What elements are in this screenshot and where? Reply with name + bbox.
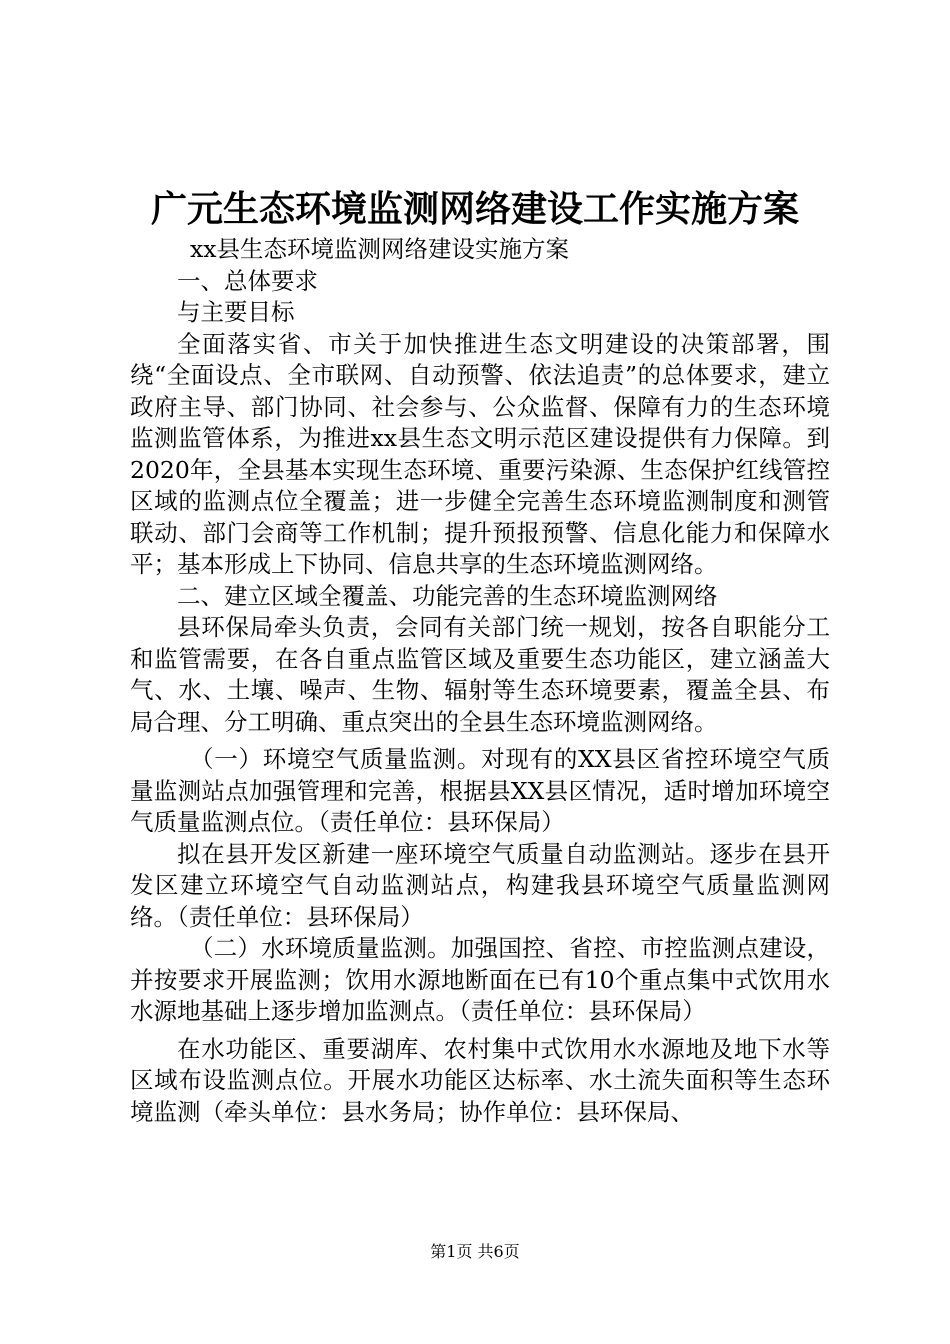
paragraph-body: 拟在县开发区新建一座环境空气质量自动监测站。逐步在县开发区建立环境空气自动监测站点，构建我县环境空气质量监测网络。（责任单位：县环保局） bbox=[130, 839, 830, 931]
paragraph-body: 全面落实省、市关于加快推进生态文明建设的决策部署，围绕“全面设点、全市联网、自动预警、依法追责”的总体要求，建立政府主导、部门协同、社会参与、公众监督、保障有力的生态环境监测监管体系，为推进xx县生态文明示范区建设提供有力保障。到2020年，全县基本实现生态环境、重要污染源、生态保护红线管控区域的监测点位全覆盖；进一步健全完善生态环境监测制度和测管联动、部门会商等工作机制；提升预报预警、信息化能力和保障水平；基本形成上下协同、信息共享的生态环境监测网络。 bbox=[130, 329, 830, 578]
paragraph-body: （二）水环境质量监测。加强国控、省控、市控监测点建设，并按要求开展监测；饮用水源地断面在已有10个重点集中式饮用水水源地基础上逐步增加监测点。（责任单位：县环保局） bbox=[130, 934, 830, 1025]
paragraph-body: 在水功能区、重要湖库、农村集中式饮用水水源地及地下水等区域布设监测点位。开展水功能区达标率、水土流失面积等生态环境监测（牵头单位：县水务局；协作单位：县环保局、 bbox=[130, 1034, 830, 1126]
paragraph-heading-2: 二、建立区域全覆盖、功能完善的生态环境监测网络 bbox=[177, 581, 718, 610]
document-title: 广元生态环境监测网络建设工作实施方案 bbox=[150, 188, 799, 230]
page-number: 第1页 共6页 bbox=[430, 1242, 520, 1261]
paragraph-body: （一）环境空气质量监测。对现有的XX县区省控环境空气质量监测站点加强管理和完善，根据县XX县区情况，适时增加环境空气质量监测点位。（责任单位：县环保局） bbox=[130, 745, 830, 836]
document-body bbox=[130, 234, 830, 1128]
paragraph-body: 县环保局牵头负责，会同有关部门统一规划，按各自职能分工和监管需要，在各自重点监管区域及重要生态功能区，建立涵盖大气、水、土壤、噪声、生物、辐射等生态环境要素，覆盖全县、布局合理、分工明确、重点突出的全县生态环境监测网络。 bbox=[130, 613, 830, 736]
paragraph-heading-1-cont: 与主要目标 bbox=[177, 298, 295, 326]
paragraph-heading-1: 一、总体要求 bbox=[177, 266, 318, 295]
paragraph-subtitle: xx县生态环境监测网络建设实施方案 bbox=[190, 235, 570, 263]
